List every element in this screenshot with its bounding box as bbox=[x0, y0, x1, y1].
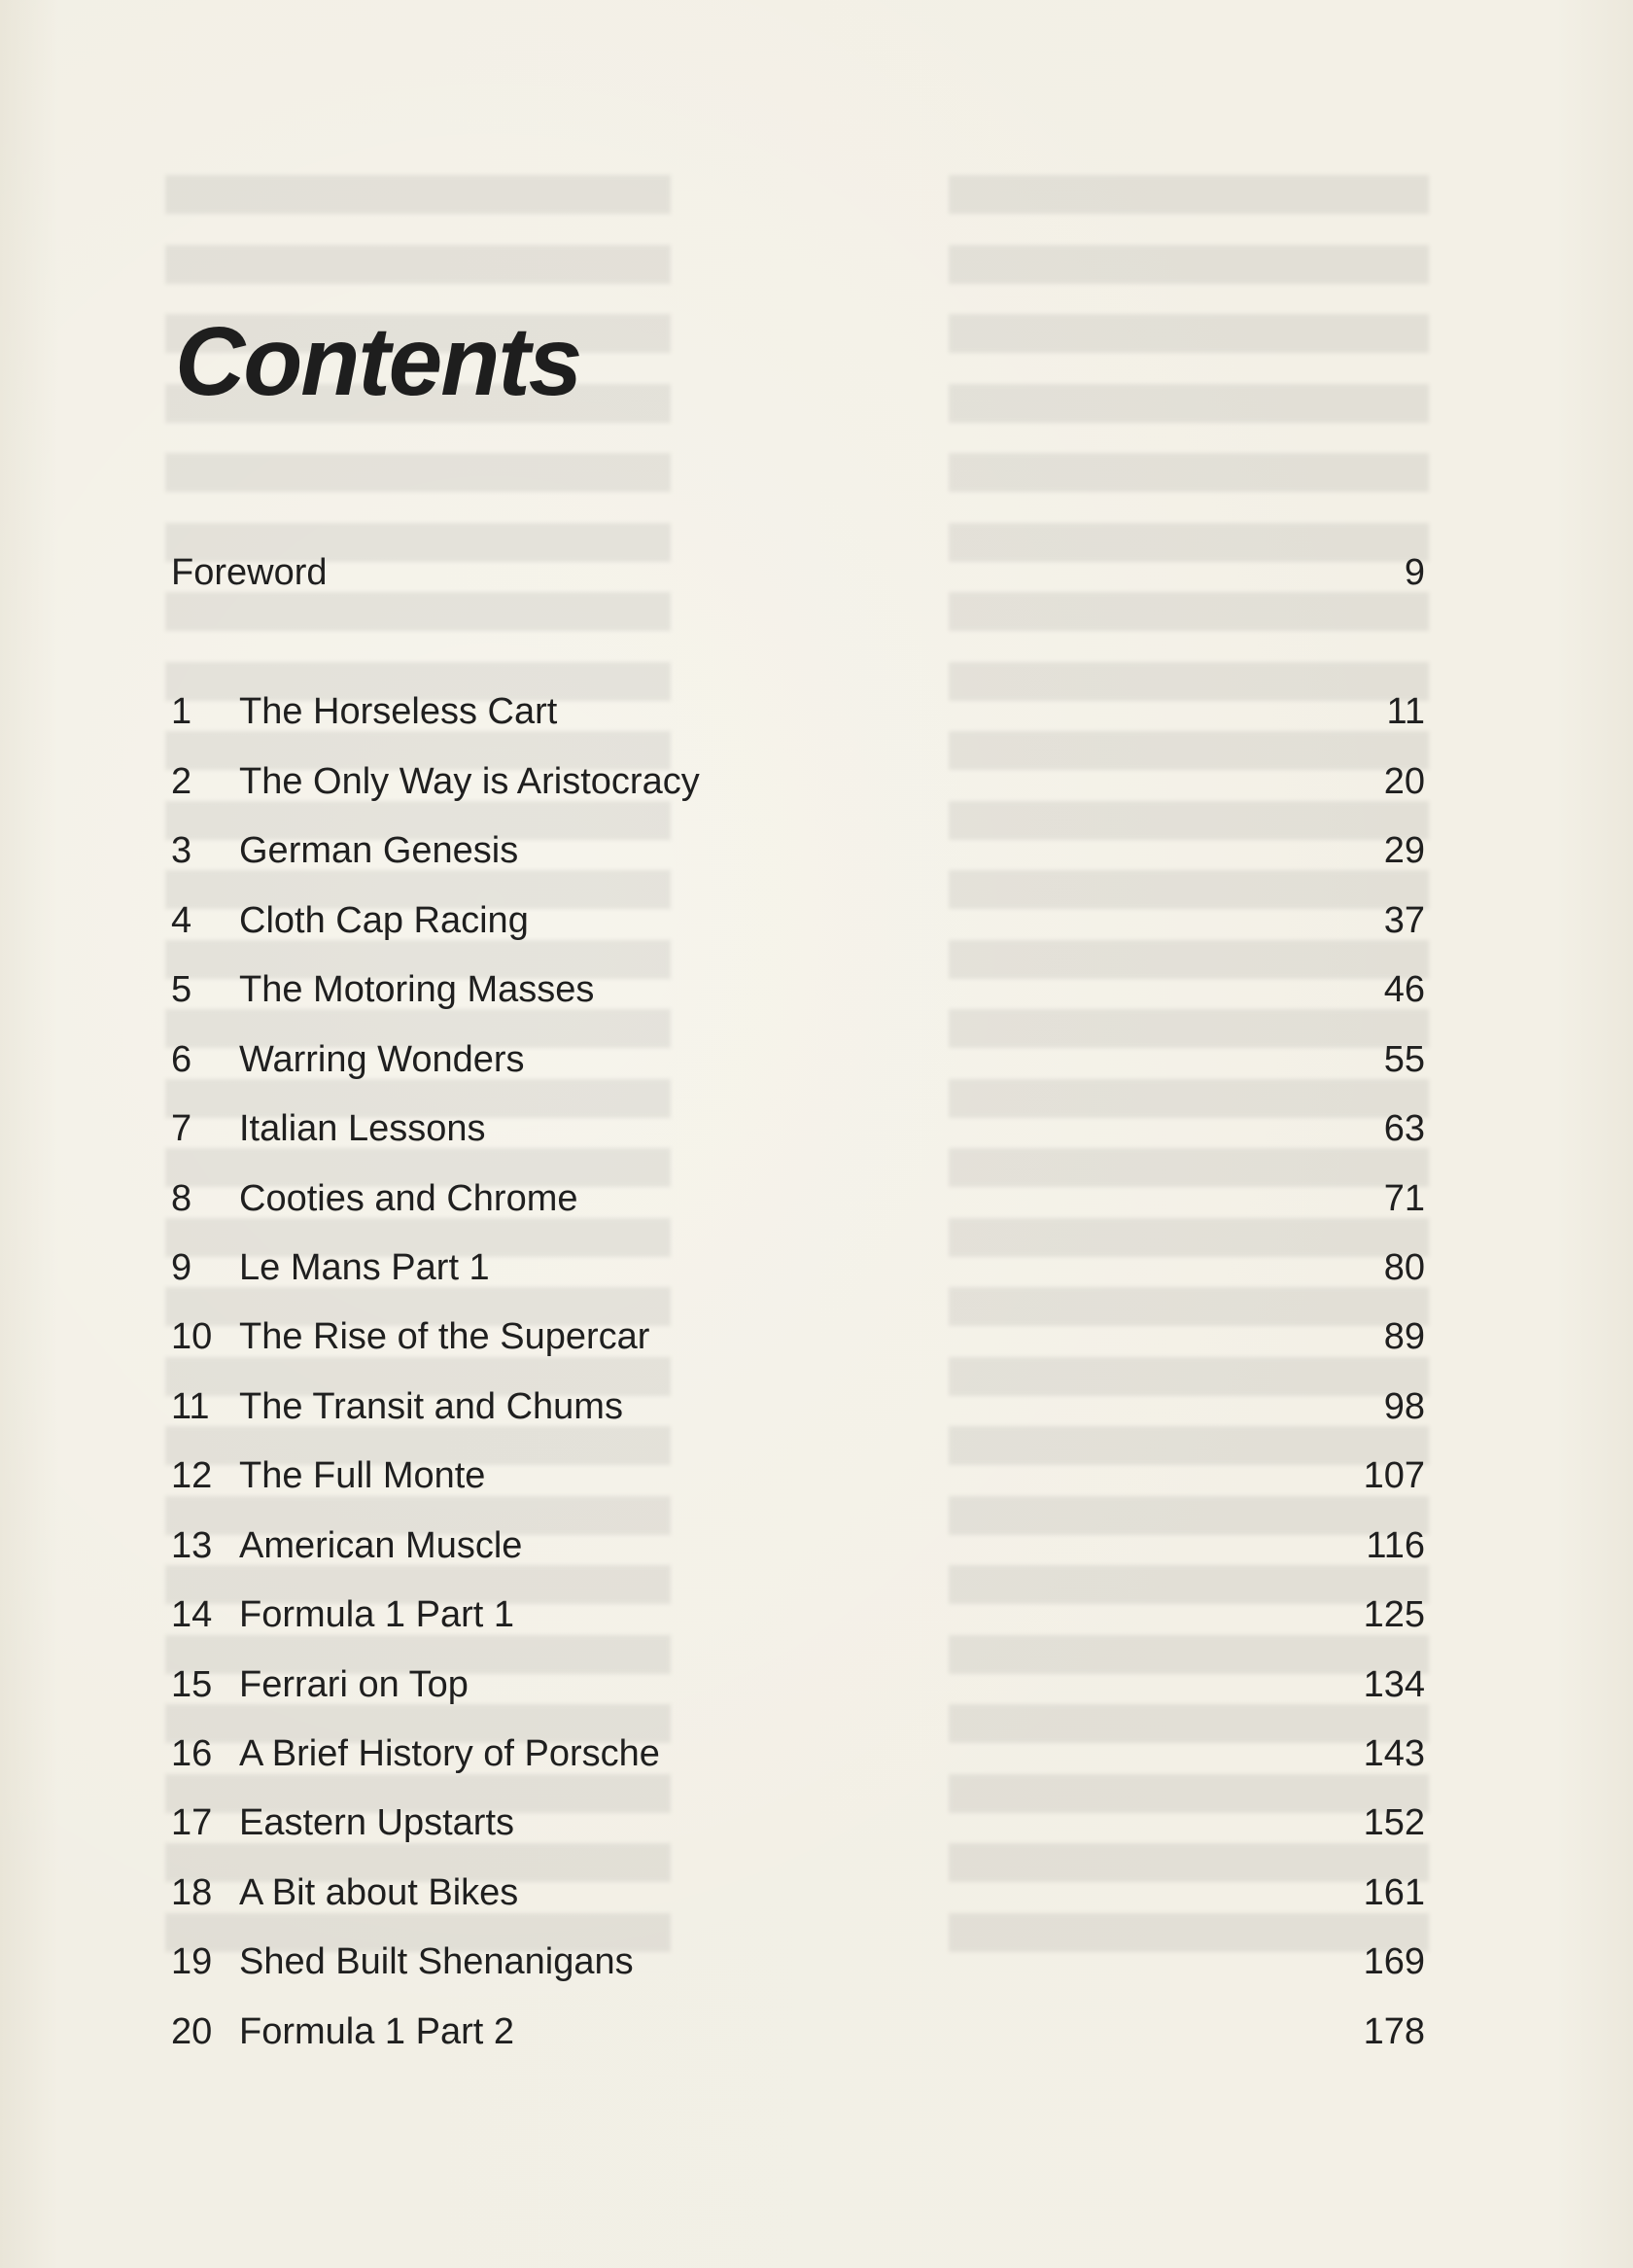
toc-entry-page: 37 bbox=[1383, 900, 1425, 941]
toc-entry-page: 29 bbox=[1383, 830, 1425, 871]
toc-entry-number: 17 bbox=[171, 1802, 213, 1843]
toc-entry[interactable] bbox=[171, 1032, 1425, 1087]
toc-entry-page: 46 bbox=[1383, 969, 1425, 1010]
toc-entry-title: Warring Wonders bbox=[239, 1039, 525, 1080]
toc-entry-title: American Muscle bbox=[239, 1525, 523, 1566]
toc-entry-title: Formula 1 Part 1 bbox=[239, 1594, 514, 1635]
toc-entry-page: 161 bbox=[1363, 1872, 1425, 1913]
toc-entry-title: The Motoring Masses bbox=[239, 969, 595, 1010]
toc-entry-number: 19 bbox=[171, 1941, 213, 1982]
toc-entry-number: 8 bbox=[171, 1178, 192, 1219]
toc-entry-page: 11 bbox=[1386, 691, 1425, 732]
toc-entry[interactable] bbox=[171, 1866, 1425, 1920]
toc-entry-page: 89 bbox=[1383, 1316, 1425, 1357]
toc-entry[interactable] bbox=[171, 823, 1425, 878]
toc-entry[interactable] bbox=[171, 1657, 1425, 1712]
toc-entry[interactable] bbox=[171, 962, 1425, 1017]
toc-entry-title: Cooties and Chrome bbox=[239, 1178, 578, 1219]
toc-entry-page: 71 bbox=[1383, 1178, 1425, 1219]
toc-foreword[interactable] bbox=[171, 545, 1425, 600]
toc-entry-number: 12 bbox=[171, 1455, 213, 1496]
toc-entry-page: 125 bbox=[1363, 1594, 1425, 1635]
toc-entry-number: 9 bbox=[171, 1247, 192, 1288]
toc-entry-page: 55 bbox=[1383, 1039, 1425, 1080]
toc-entry-page: 80 bbox=[1383, 1247, 1425, 1288]
toc-entry[interactable] bbox=[171, 1448, 1425, 1503]
toc-entry-number: 2 bbox=[171, 761, 192, 802]
toc-entry-number: 18 bbox=[171, 1872, 213, 1913]
toc-entry-title: The Only Way is Aristocracy bbox=[239, 761, 700, 802]
toc-entry-number: 10 bbox=[171, 1316, 213, 1357]
toc-entry-page: 152 bbox=[1363, 1802, 1425, 1843]
toc-entry-page: 107 bbox=[1363, 1455, 1425, 1496]
toc-entry-number: 1 bbox=[171, 691, 192, 732]
toc-entry-number: 3 bbox=[171, 830, 192, 871]
toc-entry-title: A Bit about Bikes bbox=[239, 1872, 519, 1913]
page-title: Contents bbox=[175, 307, 581, 416]
toc-entry-title: A Brief History of Porsche bbox=[239, 1733, 660, 1774]
toc-entry-number: 20 bbox=[171, 2011, 213, 2052]
toc-entry[interactable] bbox=[171, 1171, 1425, 1226]
toc-entry-number: 11 bbox=[171, 1386, 210, 1427]
toc-entry-page: 98 bbox=[1383, 1386, 1425, 1427]
toc-entry-title: Foreword bbox=[171, 552, 328, 593]
toc-entry[interactable] bbox=[171, 1518, 1425, 1573]
toc-entry-title: Formula 1 Part 2 bbox=[239, 2011, 514, 2052]
toc-entry-page: 9 bbox=[1404, 552, 1425, 593]
toc-entry[interactable] bbox=[171, 1796, 1425, 1850]
toc-entry-page: 169 bbox=[1363, 1941, 1425, 1982]
toc-entry-number: 5 bbox=[171, 969, 192, 1010]
toc-entry[interactable] bbox=[171, 1379, 1425, 1434]
toc-entry[interactable] bbox=[171, 1240, 1425, 1295]
toc-entry[interactable] bbox=[171, 684, 1425, 739]
toc-entry-page: 143 bbox=[1363, 1733, 1425, 1774]
toc-entry-title: The Horseless Cart bbox=[239, 691, 558, 732]
toc-entry-title: German Genesis bbox=[239, 830, 519, 871]
toc-entry-number: 15 bbox=[171, 1664, 213, 1705]
toc-entry[interactable] bbox=[171, 1309, 1425, 1364]
toc-entry-page: 63 bbox=[1383, 1108, 1425, 1149]
toc-entry-page: 116 bbox=[1366, 1525, 1425, 1566]
toc-entry[interactable] bbox=[171, 1935, 1425, 1989]
toc-entry-page: 178 bbox=[1363, 2011, 1425, 2052]
toc-entry[interactable] bbox=[171, 1101, 1425, 1156]
toc-entry[interactable] bbox=[171, 893, 1425, 948]
toc-entry-page: 134 bbox=[1363, 1664, 1425, 1705]
toc-entry-number: 13 bbox=[171, 1525, 213, 1566]
toc-entry-title: Le Mans Part 1 bbox=[239, 1247, 490, 1288]
toc-entry-title: Cloth Cap Racing bbox=[239, 900, 529, 941]
toc-entry[interactable] bbox=[171, 1588, 1425, 1642]
toc-entry-title: The Full Monte bbox=[239, 1455, 486, 1496]
toc-entry[interactable] bbox=[171, 754, 1425, 809]
toc-entry-number: 6 bbox=[171, 1039, 192, 1080]
toc-entry[interactable] bbox=[171, 1727, 1425, 1781]
toc-entry-title: Ferrari on Top bbox=[239, 1664, 469, 1705]
toc-entry-number: 4 bbox=[171, 900, 192, 941]
toc-entry-number: 7 bbox=[171, 1108, 192, 1149]
toc-entry-number: 14 bbox=[171, 1594, 213, 1635]
toc-entry-title: The Rise of the Supercar bbox=[239, 1316, 650, 1357]
toc-entry-number: 16 bbox=[171, 1733, 213, 1774]
toc-entry-title: The Transit and Chums bbox=[239, 1386, 623, 1427]
toc-entry-title: Shed Built Shenanigans bbox=[239, 1941, 634, 1982]
toc-entry-title: Italian Lessons bbox=[239, 1108, 486, 1149]
toc-entry-title: Eastern Upstarts bbox=[239, 1802, 514, 1843]
toc-entry[interactable] bbox=[171, 2005, 1425, 2059]
toc-entry-page: 20 bbox=[1383, 761, 1425, 802]
